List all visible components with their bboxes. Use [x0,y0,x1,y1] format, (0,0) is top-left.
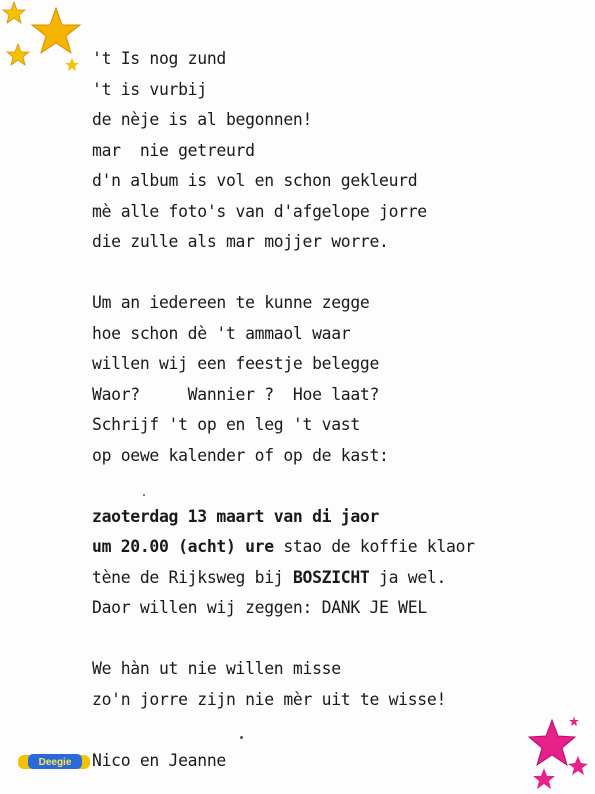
poem-line: willen wij een feestje belegge [92,354,380,373]
poem-line: d'n album is vol en schon gekleurd [92,171,418,190]
event-time-line [92,532,552,563]
stanza-gap [92,471,552,502]
stanza-gap [92,715,552,746]
thanks-line [92,593,552,624]
event-date-line: zaoterdag 13 maart van di jaor [92,506,380,526]
event-time: um 20.00 (acht) ure [92,537,274,556]
stanza-3 [92,502,552,624]
stanza-gap [92,258,552,289]
poem-line: op oewe kalender of op de kast: [92,445,389,465]
stanza-1 [92,44,552,258]
thanks-prefix: Daor willen wij zeggen: [92,598,322,617]
svg-text:Deegie: Deegie [38,757,72,768]
location-prefix: tène de Rijksweg bij [92,567,293,587]
stanza-gap [92,624,552,655]
big-gold-star-icon [32,8,80,53]
venue-name: BOSZICHT [292,567,370,587]
signature: Nico en Jeanne [92,750,226,770]
poem-line: 't Is nog zund [92,49,226,68]
poem-line: We hàn ut nie willen misse [92,659,341,678]
poem-line: Waor? Wannier ? Hoe laat? [92,384,380,404]
tiny-gold-star-icon [65,58,79,71]
tiny-pink-star-icon [569,716,579,726]
poem-line: 't is vurbij [92,79,207,99]
stanza-2 [92,288,552,471]
poem-line: hoe schon dè 't ammaol waar [92,323,351,343]
small-gold-star-icon [3,2,25,23]
deegie-logo [18,752,90,772]
poem-line: Schrijf 't op en leg 't vast [92,415,360,434]
poem-text [92,44,552,776]
poem-line: mè alle foto's van d'afgelope jorre [92,201,427,221]
poem-line: mar nie getreurd [92,140,255,160]
small-pink-star-icon [568,756,588,775]
poem-line: de nèje is al begonnen! [92,110,313,129]
thanks-phrase: DANK JE WEL [321,598,427,617]
event-location-line [92,563,552,594]
poem-line: zo'n jorre zijn nie mèr uit te wisse! [92,689,447,709]
gold-stars-decoration [0,0,90,75]
poem-line: Um an iedereen te kunne zegge [92,293,370,312]
small-gold-star-icon [7,44,29,65]
stanza-4 [92,654,552,715]
event-time-rest: stao de koffie klaor [273,537,475,556]
location-suffix: ja wel. [369,567,447,587]
poem-line: die zulle als mar mojjer worre. [92,232,389,251]
